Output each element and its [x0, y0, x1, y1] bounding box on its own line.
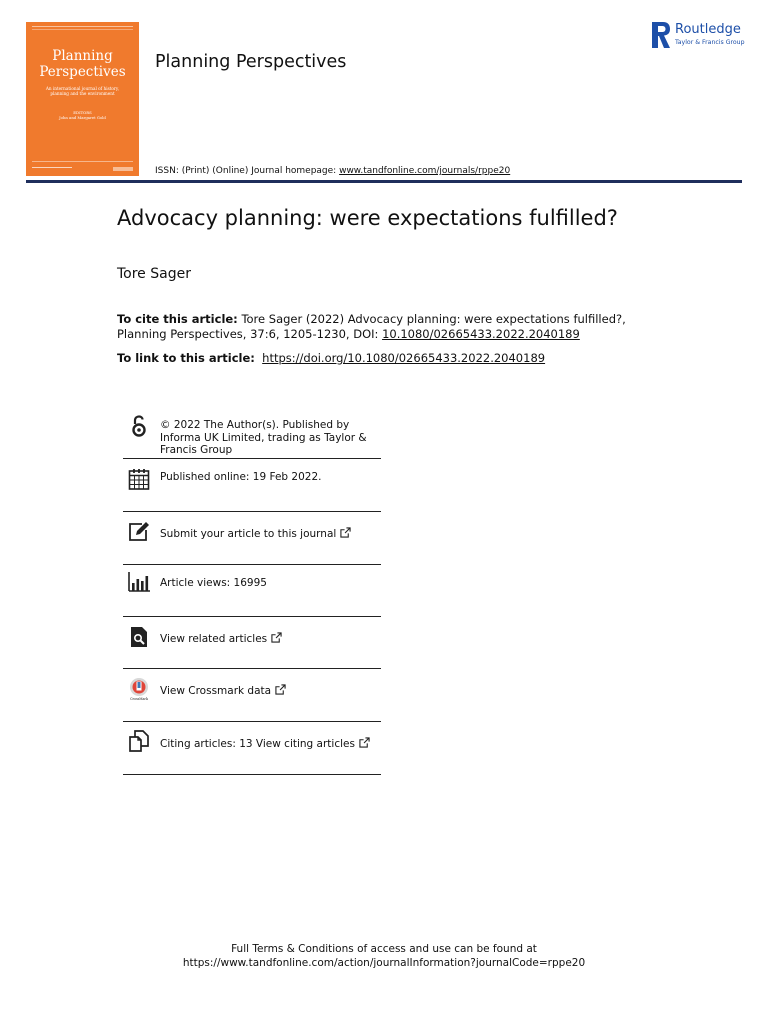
- citing-row[interactable]: [123, 721, 381, 775]
- external-link-icon: [340, 527, 351, 538]
- publisher-name: Routledge: [675, 22, 741, 37]
- journal-name: Planning Perspectives: [155, 52, 347, 72]
- footer-terms-link[interactable]: https://www.tandfonline.com/action/journalInformation?journalCode=rppe20: [182, 957, 586, 969]
- header-divider: [26, 180, 742, 183]
- crossmark-label: CrossMark: [130, 697, 148, 701]
- related-row[interactable]: [123, 616, 381, 669]
- submit-article-link[interactable]: Submit your article to this journal: [160, 527, 382, 541]
- external-link-icon: [275, 684, 286, 695]
- published-row: [123, 458, 381, 512]
- submit-row[interactable]: [123, 511, 381, 565]
- cover-publisher-mark: [113, 167, 133, 171]
- article-author: Tore Sager: [117, 266, 191, 282]
- article-url-link[interactable]: https://doi.org/10.1080/02665433.2022.2040189: [262, 351, 546, 365]
- issn-line: [155, 166, 510, 176]
- doi-link[interactable]: 10.1080/02665433.2022.2040189: [382, 326, 580, 341]
- article-link: [117, 351, 677, 365]
- cover-editors-names: John and Margaret Gold: [59, 115, 106, 120]
- crossmark-row[interactable]: [123, 668, 381, 722]
- journal-cover: [26, 22, 139, 176]
- cover-footer: [32, 161, 133, 172]
- citation-label: To cite this article:: [117, 312, 238, 326]
- calendar-icon: [127, 467, 151, 491]
- citing-articles-link[interactable]: Citing articles: 13 View citing articles: [160, 737, 382, 751]
- journal-homepage-link[interactable]: www.tandfonline.com/journals/rppe20: [339, 166, 511, 176]
- external-link-icon: [271, 632, 282, 643]
- related-articles-link[interactable]: View related articles: [160, 632, 382, 646]
- crossmark-data-link[interactable]: View Crossmark data: [160, 684, 382, 698]
- license-row: [123, 410, 381, 459]
- cover-rule-top: [32, 26, 133, 28]
- citation: [117, 312, 677, 341]
- publisher-logo[interactable]: [652, 20, 752, 50]
- cover-subtitle: An international journal of history, planning and the environment: [45, 86, 120, 97]
- citation-text: Tore Sager (2022) Advocacy planning: were expectations fulfilled?, Planning Perspectives, 37:6, 1205-1230, DOI:: [117, 312, 626, 341]
- article-views: Article views: 16995: [160, 577, 267, 589]
- publisher-group: Taylor & Francis Group: [675, 39, 745, 46]
- cover-editors: [36, 110, 129, 120]
- search-document-icon: [127, 625, 151, 649]
- footer-terms: Full Terms & Conditions of access and use can be found at: [231, 943, 537, 955]
- article-title: Advocacy planning: were expectations fulfilled?: [117, 206, 618, 230]
- cover-title: Planning Perspectives: [39, 48, 126, 80]
- license-text: © 2022 The Author(s). Published by Informa UK Limited, trading as Taylor & Francis Group: [160, 419, 367, 456]
- issn-text: ISSN: (Print) (Online) Journal homepage:: [155, 166, 340, 176]
- open-access-icon: [127, 414, 151, 438]
- cover-footer-rule: [32, 167, 72, 171]
- footer: [0, 942, 768, 970]
- bar-chart-icon: [127, 570, 151, 594]
- edit-icon: [127, 520, 151, 544]
- external-link-icon: [359, 737, 370, 748]
- published-date: Published online: 19 Feb 2022.: [160, 471, 322, 483]
- routledge-r-icon: [652, 22, 670, 48]
- citing-icon: [127, 729, 151, 753]
- cover-rule-top-secondary: [32, 29, 133, 31]
- cover-editors-label: EDITORS: [73, 110, 92, 115]
- views-row: [123, 564, 381, 617]
- crossmark-icon: [127, 677, 151, 701]
- article-link-label: To link to this article:: [117, 351, 255, 365]
